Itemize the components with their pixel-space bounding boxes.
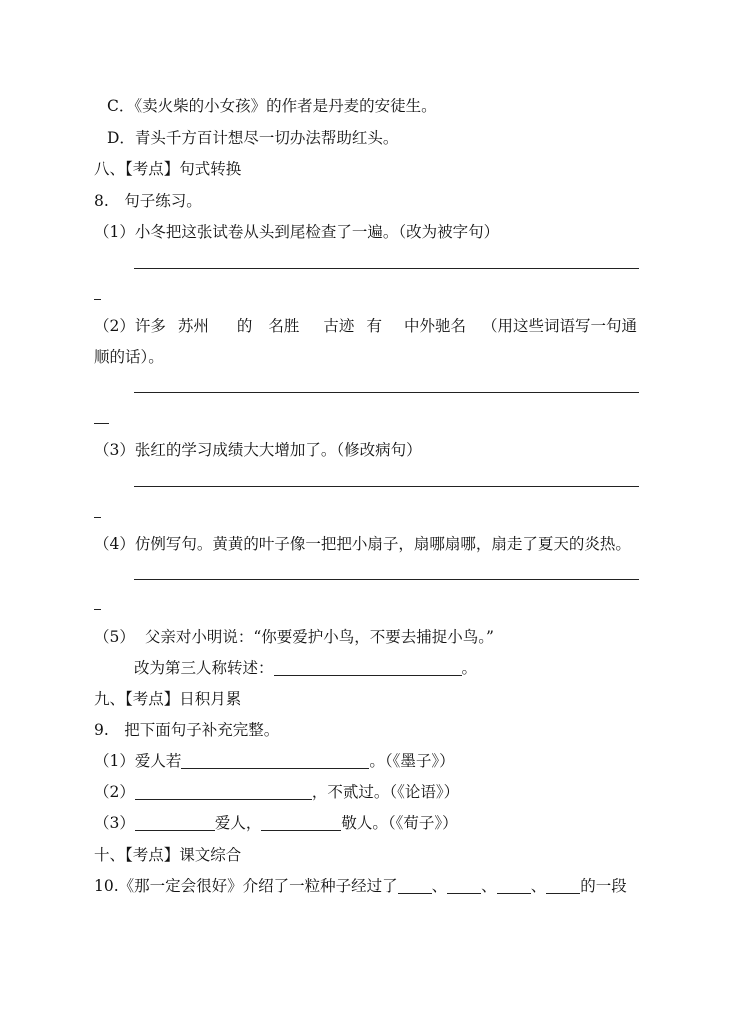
- q2-word: 古迹: [323, 317, 355, 335]
- q2-word: 名胜: [268, 317, 300, 335]
- question-8-2-cont: 顺的话）。: [94, 348, 164, 366]
- dash-mark: [94, 423, 109, 424]
- q2-word: 有: [366, 317, 382, 335]
- section-8-heading: 八、【考点】句式转换: [94, 160, 242, 178]
- option-c: C．《卖火柴的小女孩》的作者是丹麦的安徒生。: [107, 97, 437, 115]
- dash-mark: [94, 609, 101, 610]
- separator: 、: [431, 877, 448, 895]
- answer-line-8-3[interactable]: [134, 486, 639, 487]
- q5-end: 。: [461, 659, 478, 677]
- question-8-5-sub: [134, 658, 477, 678]
- question-9-1: [94, 751, 455, 771]
- separator: 、: [481, 877, 497, 895]
- q2-word: 苏州: [177, 317, 209, 335]
- q5-sub-label: 改为第三人称转述：: [134, 659, 274, 677]
- answer-blank-9-1[interactable]: [181, 752, 369, 769]
- q9-3-post: 敬人。（《荀子》）: [341, 814, 458, 832]
- option-d: D．青头千方百计想尽一切办法帮助红头。: [107, 129, 399, 147]
- answer-blank-10-1[interactable]: [398, 877, 432, 894]
- question-8-1: （1）小冬把这张试卷从头到尾检查了一遍。（改为被字句）: [94, 223, 500, 241]
- dash-mark: [94, 299, 101, 300]
- q9-2-post: ，不贰过。（《论语》）: [311, 783, 460, 801]
- q2-word: 的: [236, 317, 253, 335]
- q9-1-pre: （1）爱人若: [94, 752, 182, 770]
- question-8-4: （4）仿例写句。黄黄的叶子像一把把小扇子，扇哪扇哪，扇走了夏天的炎热。: [94, 535, 631, 553]
- question-8-5: [94, 627, 494, 647]
- q9-2-pre: （2）: [94, 783, 135, 801]
- q10-pre: 10.《那一定会很好》介绍了一粒种子经过了: [94, 877, 398, 895]
- q5-text: 父亲对小明说：“你要爱护小鸟，不要去捕捉小鸟。”: [144, 628, 494, 646]
- q10-post: 的一段: [580, 877, 627, 895]
- question-8-2: [94, 316, 637, 336]
- q2-word: （用这些词语写一句通: [481, 317, 637, 335]
- question-8-title: 8. 句子练习。: [94, 192, 202, 210]
- q9-1-post: 。（《墨子》）: [369, 752, 455, 770]
- answer-line-8-1[interactable]: [134, 268, 639, 269]
- q9-3-pre: （3）: [94, 814, 135, 832]
- answer-blank-9-3b[interactable]: [261, 814, 341, 831]
- section-10-heading: 十、【考点】课文综合: [94, 846, 242, 864]
- answer-blank-9-2[interactable]: [135, 783, 312, 800]
- q2-word: 中外驰名: [403, 317, 466, 335]
- section-9-heading: 九、【考点】日积月累: [94, 690, 242, 708]
- question-9-title: 9. 把下面句子补充完整。: [94, 721, 280, 739]
- q9-3-mid: 爱人，: [214, 814, 262, 832]
- dash-mark: [94, 517, 101, 518]
- q2-word: （2）许多: [94, 317, 166, 335]
- q5-label: （5）: [94, 628, 135, 646]
- answer-blank-10-4[interactable]: [546, 877, 580, 894]
- separator: 、: [530, 877, 547, 895]
- answer-blank-8-5[interactable]: [274, 659, 462, 676]
- answer-blank-9-3a[interactable]: [135, 814, 215, 831]
- answer-line-8-4[interactable]: [134, 579, 639, 580]
- answer-line-8-2[interactable]: [134, 392, 639, 393]
- question-9-2: [94, 782, 459, 802]
- answer-blank-10-2[interactable]: [447, 877, 481, 894]
- question-10: [94, 876, 627, 896]
- question-8-3: （3）张红的学习成绩大大增加了。（修改病句）: [94, 441, 422, 459]
- answer-blank-10-3[interactable]: [497, 877, 531, 894]
- question-9-3: [94, 813, 458, 833]
